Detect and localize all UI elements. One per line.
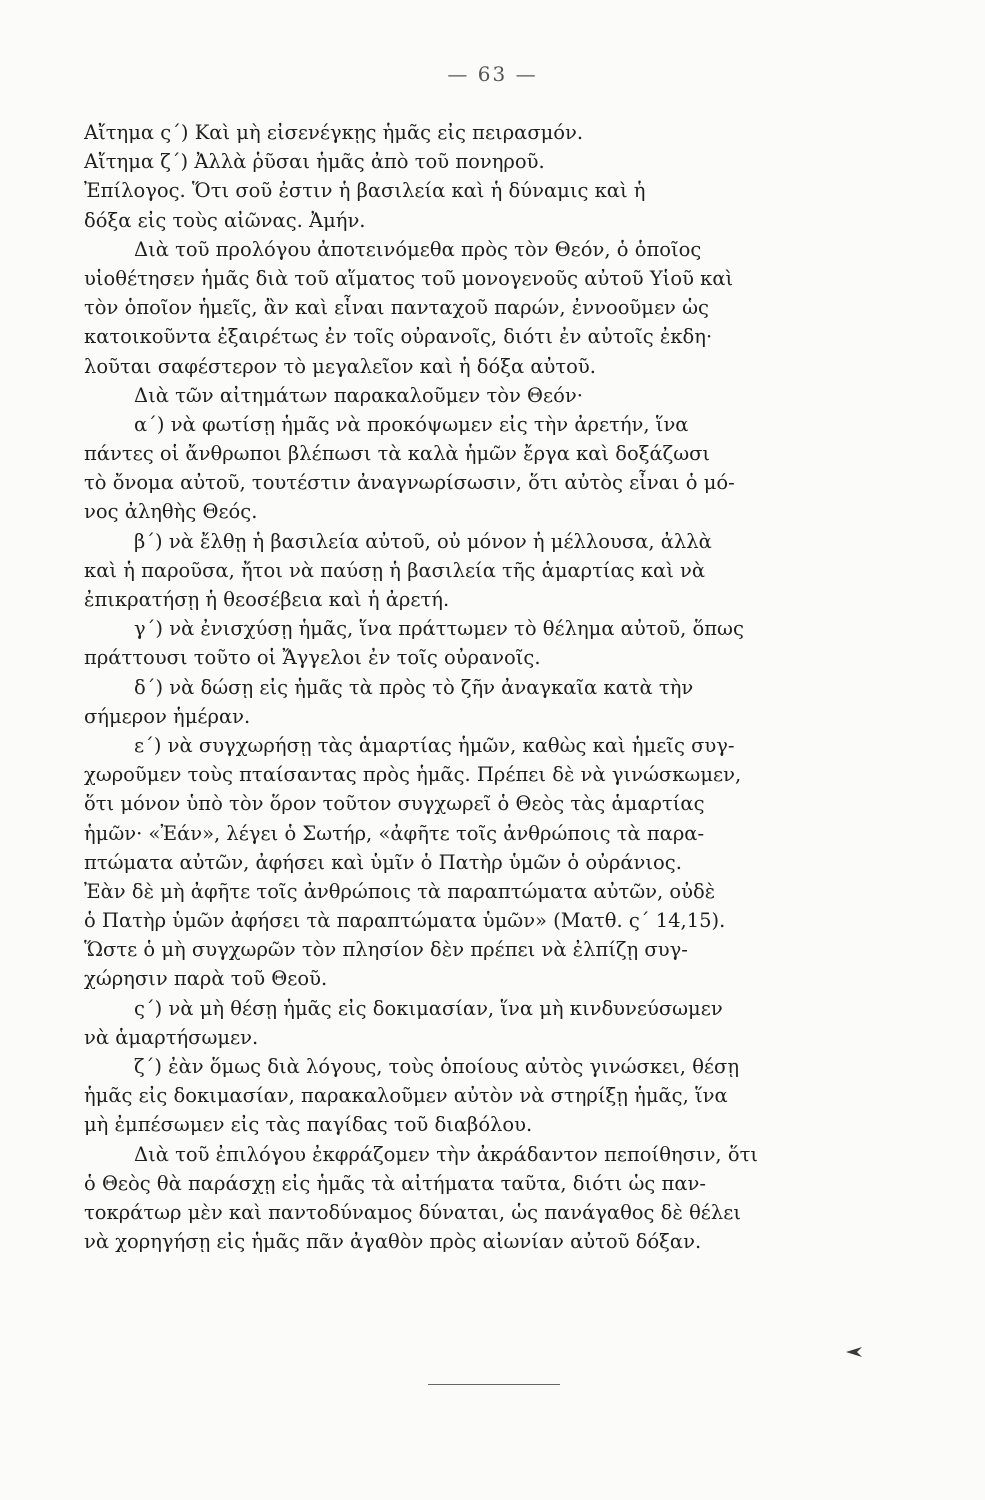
- text-line: τὸ ὄνομα αὐτοῦ, τουτέστιν ἀναγνωρίσωσιν, ὅτι αὐτὸς εἶναι ὁ μό-: [84, 471, 735, 495]
- text-line: νὰ χορηγήσῃ εἰς ἡμᾶς πᾶν ἀγαθὸν πρὸς αἰωνίαν αὐτοῦ δόξαν.: [84, 1230, 702, 1254]
- text-line: ε΄) νὰ συγχωρήσῃ τὰς ἁμαρτίας ἡμῶν, καθὼς καὶ ἡμεῖς συγ-: [134, 733, 735, 757]
- text-line: β΄) νὰ ἔλθῃ ἡ βασιλεία αὐτοῦ, οὐ μόνον ἡ μέλλουσα, ἀλλὰ: [134, 529, 712, 553]
- text-line: λοῦται σαφέστερον τὸ μεγαλεῖον καὶ ἡ δόξα αὐτοῦ.: [84, 354, 596, 378]
- text-line: δ΄) νὰ δώσῃ εἰς ἡμᾶς τὰ πρὸς τὸ ζῆν ἀναγκαῖα κατὰ τὴν: [134, 675, 694, 699]
- text-line: Ὥστε ὁ μὴ συγχωρῶν τὸν πλησίον δὲν πρέπει νὰ ἐλπίζῃ συγ-: [84, 938, 688, 962]
- body-text: [84, 118, 844, 1256]
- text-line: κατοικοῦντα ἐξαιρέτως ἐν τοῖς οὐρανοῖς, διότι ἐν αὐτοῖς ἐκδη·: [84, 325, 713, 349]
- text-line: ἡμᾶς εἰς δοκιμασίαν, παρακαλοῦμεν αὐτὸν νὰ στηρίξῃ ἡμᾶς, ἵνα: [84, 1084, 728, 1108]
- text-line: τοκράτωρ μὲν καὶ παντοδύναμος δύναται, ὡς πανάγαθος δὲ θέλει: [84, 1200, 742, 1224]
- page-number: — 63 —: [447, 62, 538, 86]
- text-line: Ἐὰν δὲ μὴ ἀφῆτε τοῖς ἀνθρώποις τὰ παραπτώματα αὐτῶν, οὐδὲ: [84, 879, 716, 903]
- text-line: ζ΄) ἐὰν ὅμως διὰ λόγους, τοὺς ὁποίους αὐτὸς γινώσκει, θέσῃ: [134, 1055, 740, 1078]
- text-line: Διὰ τοῦ προλόγου ἀποτεινόμεθα πρὸς τὸν Θεόν, ὁ ὁποῖος: [134, 237, 702, 261]
- text-line: χωροῦμεν τοὺς πταίσαντας πρὸς ἡμᾶς. Πρέπει δὲ νὰ γινώσκωμεν,: [84, 763, 742, 787]
- text-line: πράττουσι τοῦτο οἱ Ἄγγελοι ἐν τοῖς οὐρανοῖς.: [84, 646, 541, 670]
- text-line: Διὰ τῶν αἰτημάτων παρακαλοῦμεν τὸν Θεόν·: [134, 383, 583, 407]
- text-line: μὴ ἐμπέσωμεν εἰς τὰς παγίδας τοῦ διαβόλου.: [84, 1113, 533, 1137]
- text-line: σήμερον ἡμέραν.: [84, 704, 251, 728]
- text-line: ἐπικρατήσῃ ἡ θεοσέβεια καὶ ἡ ἀρετή.: [84, 588, 450, 611]
- text-line: υἱοθέτησεν ἡμᾶς διὰ τοῦ αἵματος τοῦ μονογενοῦς αὐτοῦ Υἱοῦ καὶ: [84, 266, 734, 290]
- text-line: καὶ ἡ παροῦσα, ἤτοι νὰ παύσῃ ἡ βασιλεία τῆς ἁμαρτίας καὶ νὰ: [84, 558, 706, 582]
- text-line: Αἴτημα ς΄) Καὶ μὴ εἰσενέγκῃς ἡμᾶς εἰς πειρασμόν.: [84, 121, 584, 144]
- text-line: ἡμῶν· «Ἐάν», λέγει ὁ Σωτήρ, «ἀφῆτε τοῖς ἀνθρώποις τὰ παρα-: [84, 821, 705, 845]
- text-line: Αἴτημα ζ΄) Ἀλλὰ ῥῦσαι ἡμᾶς ἀπὸ τοῦ πονηροῦ.: [84, 150, 545, 174]
- text-line: Ἐπίλογος. Ὅτι σοῦ ἐστιν ἡ βασιλεία καὶ ἡ δύναμις καὶ ἡ: [84, 179, 646, 203]
- text-line: ὅτι μόνον ὑπὸ τὸν ὅρον τοῦτον συγχωρεῖ ὁ Θεὸς τὰς ἁμαρτίας: [84, 792, 705, 816]
- end-mark-icon: [845, 1345, 863, 1359]
- text-line: νὰ ἁμαρτήσωμεν.: [84, 1025, 259, 1049]
- text-line: Διὰ τοῦ ἐπιλόγου ἐκφράζομεν τὴν ἀκράδαντον πεποίθησιν, ὅτι: [134, 1142, 758, 1166]
- text-line: χώρησιν παρὰ τοῦ Θεοῦ.: [84, 967, 328, 991]
- text-line: τὸν ὁποῖον ἡμεῖς, ἂν καὶ εἶναι πανταχοῦ παρών, ἐννοοῦμεν ὡς: [84, 296, 709, 320]
- text-line: ς΄) νὰ μὴ θέσῃ ἡμᾶς εἰς δοκιμασίαν, ἵνα μὴ κινδυνεύσωμεν: [134, 996, 723, 1020]
- text-line: α΄) νὰ φωτίσῃ ἡμᾶς νὰ προκόψωμεν εἰς τὴν ἀρετήν, ἵνα: [134, 412, 689, 436]
- text-line: πτώματα αὐτῶν, ἀφήσει καὶ ὑμῖν ὁ Πατὴρ ὑμῶν ὁ οὐράνιος.: [84, 850, 682, 874]
- text-line: πάντες οἱ ἄνθρωποι βλέπωσι τὰ καλὰ ἡμῶν ἔργα καὶ δοξάζωσι: [84, 442, 711, 466]
- text-line: δόξα εἰς τοὺς αἰῶνας. Ἀμήν.: [84, 208, 366, 232]
- closing-rule: [428, 1384, 560, 1385]
- text-line: ὁ Πατὴρ ὑμῶν ἀφήσει τὰ παραπτώματα ὑμῶν» (Ματθ. ς΄ 14,15).: [84, 909, 726, 933]
- text-line: ὁ Θεὸς θὰ παράσχῃ εἰς ἡμᾶς τὰ αἰτήματα ταῦτα, διότι ὡς παν-: [84, 1171, 706, 1195]
- text-line: νος ἀληθὴς Θεός.: [84, 500, 258, 524]
- text-line: γ΄) νὰ ἐνισχύσῃ ἡμᾶς, ἵνα πράττωμεν τὸ θέλημα αὐτοῦ, ὅπως: [134, 617, 744, 641]
